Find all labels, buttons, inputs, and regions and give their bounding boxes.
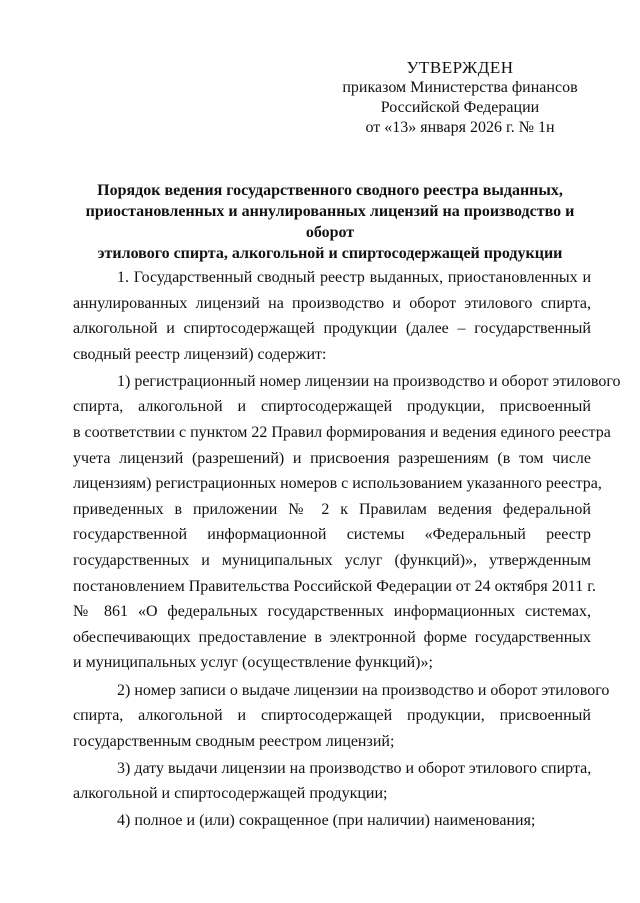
approval-line: приказом Министерства финансов [342,79,578,96]
approval-date-line: от «13» января 2026 г. № 1н [365,119,555,136]
paragraph [73,678,610,755]
paragraph-line: постановлением Правительства Российской Федерации от 24 октября 2011 г. [73,577,596,595]
paragraph-line: государственных и муниципальных услуг (функций)», утвержденным [73,552,591,570]
paragraph-line: 4) полное и (или) сокращенное (при наличии) наименования; [117,812,536,830]
paragraph [73,265,591,367]
paragraph-line: в соответствии с пунктом 22 Правил формирования и ведения единого реестра [73,424,611,442]
paragraph-line: и муниципальных услуг (осуществление функций)»; [73,654,433,672]
paragraph [73,756,591,807]
paragraph-line: обеспечивающих предоставление в электронной форме государственных [73,628,591,646]
paragraph-line: алкогольной и спиртосодержащей продукции (далее – государственный [73,320,591,338]
paragraph-line: 2) номер записи о выдаче лицензии на производство и оборот этилового [117,681,610,699]
paragraph [73,808,591,834]
title-line: этилового спирта, алкогольной и спиртосодержащей продукции [97,245,563,262]
approval-stamp [330,58,590,138]
title-line: Порядок ведения государственного сводного реестра выданных, [97,182,563,199]
document-body [73,265,621,836]
paragraph-line: алкогольной и спиртосодержащей продукции; [73,785,388,803]
paragraph-line: спирта, алкогольной и спиртосодержащей продукции, присвоенный [73,707,591,725]
paragraph-line: 1. Государственный сводный реестр выданных, приостановленных и [117,269,591,286]
paragraph-line: № 861 «О федеральных государственных информационных системах, [73,603,591,621]
paragraph-line: спирта, алкогольной и спиртосодержащей продукции, присвоенный [73,398,591,416]
paragraph-line: 1) регистрационный номер лицензии на производство и оборот этилового [117,372,621,390]
paragraph-line: государственной информационной системы «Федеральный реестр [73,526,591,544]
paragraph-line: лицензиям) регистрационных номеров с использованием указанного реестра, [73,475,602,493]
paragraph-line: аннулированных лицензий на производство и оборот этилового спирта, [73,294,591,312]
document-title [60,180,600,264]
title-line: приостановленных и аннулированных лицензий на производство и оборот [85,203,575,241]
paragraph-line: приведенных в приложении № 2 к Правилам ведения федеральной [73,500,591,518]
paragraph-line: государственным сводным реестром лицензий; [73,732,395,750]
paragraph [73,369,621,676]
paragraph-line: учета лицензий (разрешений) и присвоения разрешениям (в том числе [73,449,591,467]
approval-line: Российской Федерации [380,99,540,116]
paragraph-line: сводный реестр лицензий) содержит: [73,345,327,363]
paragraph-line: 3) дату выдачи лицензии на производство и оборот этилового спирта, [117,759,592,777]
approval-heading: УТВЕРЖДЕН [406,58,514,77]
